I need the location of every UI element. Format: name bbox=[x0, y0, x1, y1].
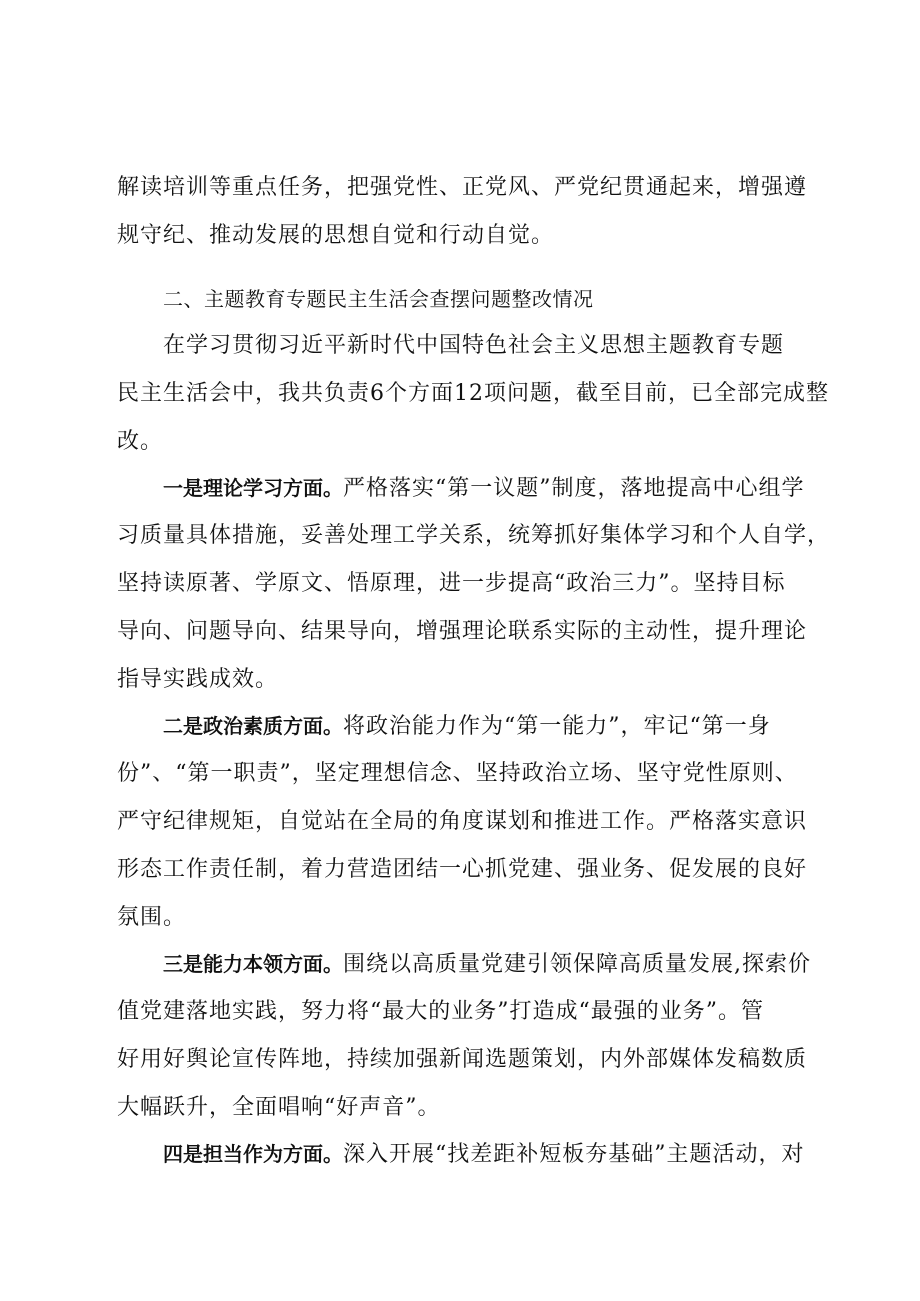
paragraph-line: 严守纪律规矩，自觉站在全局的角度谋划和推进工作。严格落实意识 bbox=[117, 809, 808, 834]
responsibility-paragraph bbox=[117, 1130, 817, 1178]
summary-line-3: 改。 bbox=[117, 429, 164, 454]
theory-study-paragraph bbox=[117, 464, 831, 704]
summary-line-2: 民主生活会中，我共负责6个方面12项问题，截至目前，已全部完成整 bbox=[117, 381, 829, 406]
paragraph-first-line bbox=[117, 940, 817, 988]
paragraph-lead-heading: 三是能力本领方面。 bbox=[163, 952, 343, 976]
paragraph-text: 严格落实“第一议题”制度，落地提高中心组学 bbox=[343, 476, 805, 501]
paragraph-line: 指导实践成效。 bbox=[117, 667, 279, 692]
paragraph-line: 坚持读原著、学原文、悟原理，进一步提高“政治三力”。坚持目标 bbox=[117, 571, 786, 596]
paragraph-line: 好用好舆论宣传阵地，持续加强新闻选题策划，内外部媒体发稿数质 bbox=[117, 1047, 808, 1072]
paragraph-first-line bbox=[117, 702, 817, 750]
paragraph-line: 形态工作责任制，着力营造团结一心抓党建、强业务、促发展的良好 bbox=[117, 857, 808, 882]
summary-paragraph bbox=[117, 322, 829, 466]
paragraph-text: 围绕以高质量党建引领保障高质量发展,探索价 bbox=[343, 952, 811, 977]
paragraph-first-line bbox=[117, 464, 817, 512]
paragraph-lead-heading: 四是担当作为方面。 bbox=[163, 1142, 343, 1166]
intro-line-1: 解读培训等重点任务，把强党性、正党风、严党纪贯通起来，增强遵 bbox=[117, 175, 808, 200]
capability-paragraph bbox=[117, 940, 817, 1132]
paragraph-line: 导向、问题导向、结果导向，增强理论联系实际的主动性，提升理论 bbox=[117, 619, 808, 644]
intro-line-2: 规守纪、推动发展的思想自觉和行动自觉。 bbox=[117, 223, 555, 248]
paragraph-text: 深入开展“找差距补短板夯基础”主题活动，对 bbox=[343, 1142, 805, 1167]
paragraph-line: 值党建落地实践，努力将“最大的业务”打造成“最强的业务”。管 bbox=[117, 999, 764, 1024]
paragraph-line: 习质量具体措施，妥善处理工学关系，统筹抓好集体学习和个人自学， bbox=[117, 523, 831, 548]
intro-paragraph bbox=[117, 164, 817, 260]
summary-line-1: 在学习贯彻习近平新时代中国特色社会主义思想主题教育专题 bbox=[163, 333, 785, 358]
political-quality-paragraph bbox=[117, 702, 817, 942]
paragraph-line: 氛围。 bbox=[117, 905, 187, 930]
paragraph-text: 将政治能力作为“第一能力”，牢记“第一身 bbox=[343, 714, 771, 739]
paragraph-first-line bbox=[117, 1130, 817, 1178]
paragraph-lead-heading: 二是政治素质方面。 bbox=[163, 714, 343, 738]
paragraph-line: 大幅跃升，全面唱响“好声音”。 bbox=[117, 1095, 441, 1120]
paragraph-line: 份”、“第一职责”，坚定理想信念、坚持政治立场、坚守党性原则、 bbox=[117, 761, 798, 786]
section-heading: 二、主题教育专题民主生活会查摆问题整改情况 bbox=[163, 287, 594, 311]
paragraph-lead-heading: 一是理论学习方面。 bbox=[163, 476, 343, 500]
